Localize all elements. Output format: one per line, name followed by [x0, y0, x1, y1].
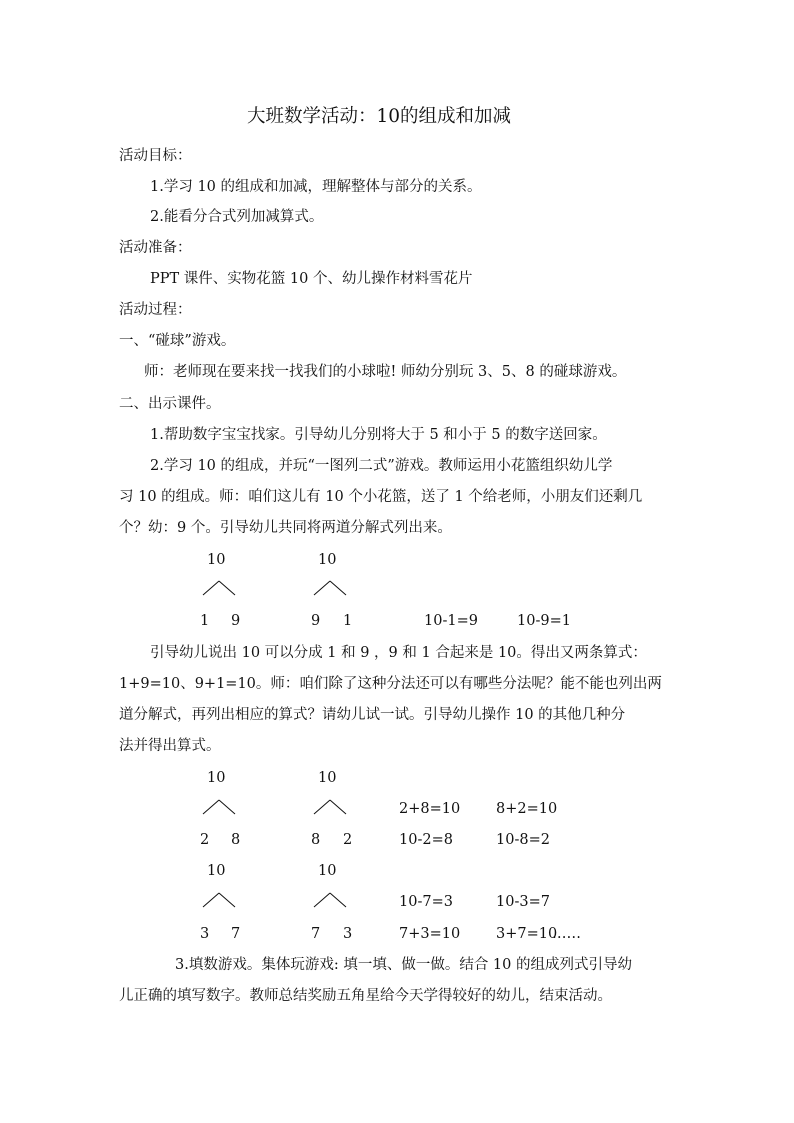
equation: 10-7=3	[399, 894, 453, 910]
goal-item-2: 2.能看分合式列加减算式。	[150, 209, 324, 225]
split-part: 1	[200, 613, 210, 629]
paragraph-line-4: 法并得出算式。	[119, 738, 221, 754]
split-total: 10	[207, 770, 226, 786]
split-branch-icon	[313, 580, 347, 596]
split-total: 10	[207, 552, 226, 568]
step-3-line-2: 儿正确的填写数字。教师总结奖励五角星给今天学得较好的幼儿，结束活动。	[119, 988, 612, 1004]
goal-item-1: 1.学习 10 的组成和加减，理解整体与部分的关系。	[150, 179, 482, 195]
split-part: 2	[200, 832, 210, 848]
split-total: 10	[207, 863, 226, 879]
prep-text: PPT 课件、实物花篮 10 个、幼儿操作材料雪花片	[150, 271, 473, 287]
split-part: 7	[311, 926, 321, 942]
equation: 3+7=10	[496, 926, 558, 942]
split-part: 8	[231, 832, 241, 848]
split-branch-icon	[313, 799, 347, 815]
split-part: 2	[343, 832, 353, 848]
step-2-line-1: 2.学习 10 的组成，并玩“一图列二式”游戏。教师运用小花篮组织幼儿学	[150, 458, 613, 474]
equation: 2+8=10	[399, 801, 461, 817]
equation: 7+3=10	[399, 926, 461, 942]
page-title: 大班数学活动：10的组成和加减	[247, 106, 512, 127]
split-part: 7	[231, 926, 241, 942]
split-branch-icon	[202, 799, 236, 815]
section-1-text: 师：老师现在要来找一找我们的小球啦! 师幼分别玩 3、5、8 的碰球游戏。	[144, 364, 627, 380]
step-2-line-3: 个？幼：9 个。引导幼儿共同将两道分解式列出来。	[119, 520, 452, 536]
split-part: 1	[343, 613, 353, 629]
split-branch-icon	[202, 580, 236, 596]
equation: 10-1=9	[424, 613, 478, 629]
split-part: 3	[200, 926, 210, 942]
section-1-heading: 一、“碰球”游戏。	[119, 333, 236, 349]
paragraph-line-3: 道分解式，再列出相应的算式？请幼儿试一试。引导幼儿操作 10 的其他几种分	[119, 707, 626, 723]
split-branch-icon	[202, 892, 236, 908]
split-part: 9	[231, 613, 241, 629]
split-branch-icon	[313, 892, 347, 908]
split-total: 10	[318, 552, 337, 568]
equation: 10-3=7	[496, 894, 550, 910]
split-total: 10	[318, 863, 337, 879]
process-heading: 活动过程：	[119, 302, 192, 318]
equation: 10-2=8	[399, 832, 453, 848]
split-part: 8	[311, 832, 321, 848]
split-part: 3	[343, 926, 353, 942]
step-1: 1.帮助数字宝宝找家。引导幼儿分别将大于 5 和小于 5 的数字送回家。	[150, 427, 607, 443]
step-3-line-1: 3.填数游戏。集体玩游戏: 填一填、做一做。结合 10 的组成列式引导幼	[175, 957, 632, 973]
prep-heading: 活动准备：	[119, 240, 192, 256]
equation: 10-9=1	[517, 613, 571, 629]
split-total: 10	[318, 770, 337, 786]
equation: 8+2=10	[496, 801, 558, 817]
paragraph-line-2: 1+9=10、9+1=10。师：咱们除了这种分法还可以有哪些分法呢？能不能也列出两	[119, 676, 662, 692]
step-2-line-2: 习 10 的组成。师：咱们这儿有 10 个小花篮，送了 1 个给老师，小朋友们还剩几	[119, 489, 643, 505]
goals-heading: 活动目标：	[119, 148, 192, 164]
ellipsis: ……	[552, 926, 581, 942]
equation: 10-8=2	[496, 832, 550, 848]
paragraph-line-1: 引导幼儿说出 10 可以分成 1 和 9 ，9 和 1 合起来是 10。得出又两条算式：	[150, 645, 647, 661]
split-part: 9	[311, 613, 321, 629]
section-2-heading: 二、出示课件。	[119, 396, 221, 412]
